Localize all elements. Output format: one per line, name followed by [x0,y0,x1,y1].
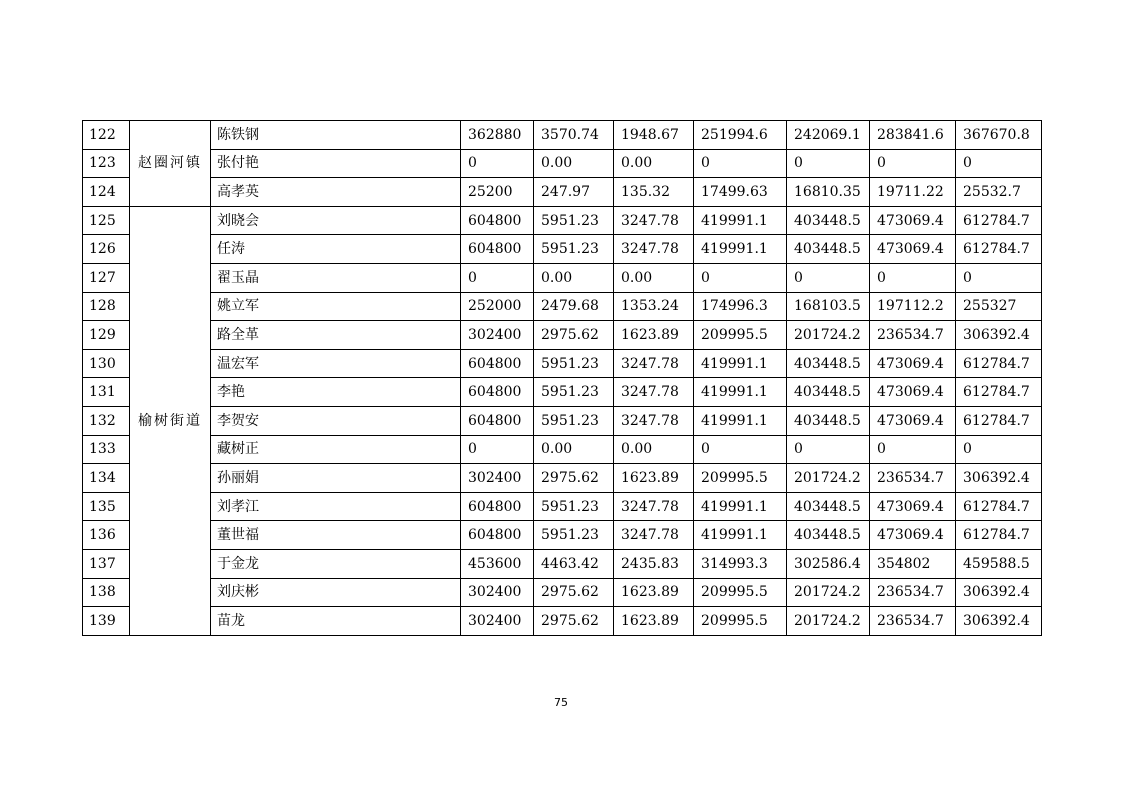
value-cell: 612784.7 [956,235,1042,264]
row-number-cell: 133 [83,435,130,464]
row-number-cell: 127 [83,263,130,292]
person-name-cell: 张付艳 [211,149,461,178]
value-cell: 5951.23 [534,235,614,264]
value-cell: 2975.62 [534,464,614,493]
value-cell: 403448.5 [787,492,870,521]
value-cell: 1623.89 [614,321,694,350]
value-cell: 25532.7 [956,178,1042,207]
value-cell: 459588.5 [956,549,1042,578]
value-cell: 306392.4 [956,321,1042,350]
value-cell: 604800 [461,349,534,378]
value-cell: 612784.7 [956,521,1042,550]
row-number-cell: 137 [83,549,130,578]
value-cell: 201724.2 [787,607,870,636]
value-cell: 419991.1 [694,206,787,235]
value-cell: 0 [694,263,787,292]
value-cell: 0 [461,263,534,292]
value-cell: 403448.5 [787,521,870,550]
value-cell: 473069.4 [870,378,956,407]
person-name-cell: 路全革 [211,321,461,350]
table-row [83,206,1042,235]
value-cell: 251994.6 [694,121,787,150]
value-cell: 604800 [461,406,534,435]
value-cell: 3247.78 [614,235,694,264]
value-cell: 0 [787,149,870,178]
table-row [83,149,1042,178]
row-number-cell: 126 [83,235,130,264]
value-cell: 473069.4 [870,206,956,235]
row-number-cell: 128 [83,292,130,321]
value-cell: 0 [787,435,870,464]
value-cell: 1623.89 [614,607,694,636]
table-row [83,292,1042,321]
region-cell: 榆树街道 [130,206,211,635]
table-row [83,178,1042,207]
table-row [83,263,1042,292]
value-cell: 612784.7 [956,406,1042,435]
value-cell: 0.00 [614,263,694,292]
value-cell: 604800 [461,206,534,235]
value-cell: 174996.3 [694,292,787,321]
value-cell: 306392.4 [956,607,1042,636]
page-number: 75 [554,696,568,709]
person-name-cell: 董世福 [211,521,461,550]
person-name-cell: 刘庆彬 [211,578,461,607]
person-name-cell: 苗龙 [211,607,461,636]
value-cell: 403448.5 [787,206,870,235]
value-cell: 403448.5 [787,378,870,407]
table-row [83,378,1042,407]
value-cell: 17499.63 [694,178,787,207]
row-number-cell: 135 [83,492,130,521]
data-table [82,120,1042,636]
value-cell: 135.32 [614,178,694,207]
value-cell: 419991.1 [694,378,787,407]
value-cell: 302400 [461,464,534,493]
value-cell: 209995.5 [694,607,787,636]
value-cell: 302400 [461,321,534,350]
row-number-cell: 123 [83,149,130,178]
value-cell: 473069.4 [870,349,956,378]
table-row [83,121,1042,150]
row-number-cell: 131 [83,378,130,407]
row-number-cell: 136 [83,521,130,550]
value-cell: 453600 [461,549,534,578]
value-cell: 419991.1 [694,349,787,378]
row-number-cell: 132 [83,406,130,435]
value-cell: 473069.4 [870,235,956,264]
value-cell: 1623.89 [614,578,694,607]
value-cell: 362880 [461,121,534,150]
value-cell: 2479.68 [534,292,614,321]
value-cell: 302400 [461,578,534,607]
table-row [83,235,1042,264]
value-cell: 612784.7 [956,349,1042,378]
value-cell: 604800 [461,521,534,550]
value-cell: 3570.74 [534,121,614,150]
person-name-cell: 刘晓会 [211,206,461,235]
value-cell: 4463.42 [534,549,614,578]
value-cell: 1623.89 [614,464,694,493]
region-cell: 赵圈河镇 [130,121,211,207]
value-cell: 604800 [461,378,534,407]
value-cell: 0.00 [534,435,614,464]
value-cell: 0 [870,435,956,464]
value-cell: 0.00 [614,149,694,178]
value-cell: 0 [870,263,956,292]
value-cell: 306392.4 [956,464,1042,493]
row-number-cell: 139 [83,607,130,636]
value-cell: 2975.62 [534,578,614,607]
value-cell: 3247.78 [614,349,694,378]
table-row [83,607,1042,636]
table-row [83,578,1042,607]
person-name-cell: 陈铁钢 [211,121,461,150]
person-name-cell: 任涛 [211,235,461,264]
value-cell: 3247.78 [614,378,694,407]
person-name-cell: 于金龙 [211,549,461,578]
table-row [83,464,1042,493]
value-cell: 419991.1 [694,406,787,435]
value-cell: 302400 [461,607,534,636]
value-cell: 0 [870,149,956,178]
value-cell: 2435.83 [614,549,694,578]
table-row [83,492,1042,521]
value-cell: 209995.5 [694,321,787,350]
value-cell: 5951.23 [534,521,614,550]
value-cell: 3247.78 [614,206,694,235]
value-cell: 236534.7 [870,321,956,350]
person-name-cell: 孙丽娟 [211,464,461,493]
value-cell: 473069.4 [870,492,956,521]
value-cell: 247.97 [534,178,614,207]
value-cell: 255327 [956,292,1042,321]
value-cell: 5951.23 [534,406,614,435]
value-cell: 612784.7 [956,378,1042,407]
value-cell: 201724.2 [787,321,870,350]
value-cell: 283841.6 [870,121,956,150]
value-cell: 168103.5 [787,292,870,321]
value-cell: 612784.7 [956,206,1042,235]
person-name-cell: 李艳 [211,378,461,407]
row-number-cell: 129 [83,321,130,350]
value-cell: 473069.4 [870,521,956,550]
value-cell: 236534.7 [870,464,956,493]
person-name-cell: 刘孝江 [211,492,461,521]
table-row [83,321,1042,350]
value-cell: 1948.67 [614,121,694,150]
value-cell: 209995.5 [694,464,787,493]
value-cell: 0.00 [614,435,694,464]
value-cell: 314993.3 [694,549,787,578]
row-number-cell: 134 [83,464,130,493]
row-number-cell: 124 [83,178,130,207]
table-row [83,521,1042,550]
value-cell: 419991.1 [694,235,787,264]
row-number-cell: 122 [83,121,130,150]
value-cell: 0.00 [534,263,614,292]
table-row [83,435,1042,464]
value-cell: 0 [956,263,1042,292]
row-number-cell: 130 [83,349,130,378]
value-cell: 209995.5 [694,578,787,607]
table-row [83,349,1042,378]
value-cell: 5951.23 [534,349,614,378]
row-number-cell: 138 [83,578,130,607]
value-cell: 0 [787,263,870,292]
value-cell: 3247.78 [614,521,694,550]
value-cell: 419991.1 [694,521,787,550]
table-row [83,406,1042,435]
value-cell: 419991.1 [694,492,787,521]
value-cell: 5951.23 [534,492,614,521]
value-cell: 201724.2 [787,578,870,607]
table-body [83,121,1042,636]
person-name-cell: 高孝英 [211,178,461,207]
value-cell: 0 [461,149,534,178]
value-cell: 354802 [870,549,956,578]
value-cell: 201724.2 [787,464,870,493]
value-cell: 0 [956,435,1042,464]
value-cell: 0 [694,149,787,178]
value-cell: 252000 [461,292,534,321]
person-name-cell: 姚立军 [211,292,461,321]
value-cell: 604800 [461,235,534,264]
value-cell: 0 [461,435,534,464]
value-cell: 236534.7 [870,607,956,636]
value-cell: 16810.35 [787,178,870,207]
table-row [83,549,1042,578]
value-cell: 2975.62 [534,321,614,350]
value-cell: 5951.23 [534,378,614,407]
value-cell: 197112.2 [870,292,956,321]
value-cell: 403448.5 [787,235,870,264]
value-cell: 242069.1 [787,121,870,150]
value-cell: 0 [694,435,787,464]
value-cell: 302586.4 [787,549,870,578]
person-name-cell: 翟玉晶 [211,263,461,292]
value-cell: 2975.62 [534,607,614,636]
value-cell: 1353.24 [614,292,694,321]
value-cell: 604800 [461,492,534,521]
value-cell: 0.00 [534,149,614,178]
person-name-cell: 李贺安 [211,406,461,435]
value-cell: 5951.23 [534,206,614,235]
value-cell: 19711.22 [870,178,956,207]
person-name-cell: 温宏军 [211,349,461,378]
person-name-cell: 藏树正 [211,435,461,464]
value-cell: 25200 [461,178,534,207]
value-cell: 473069.4 [870,406,956,435]
value-cell: 403448.5 [787,349,870,378]
value-cell: 306392.4 [956,578,1042,607]
row-number-cell: 125 [83,206,130,235]
value-cell: 3247.78 [614,492,694,521]
value-cell: 236534.7 [870,578,956,607]
value-cell: 612784.7 [956,492,1042,521]
value-cell: 3247.78 [614,406,694,435]
value-cell: 0 [956,149,1042,178]
value-cell: 367670.8 [956,121,1042,150]
value-cell: 403448.5 [787,406,870,435]
